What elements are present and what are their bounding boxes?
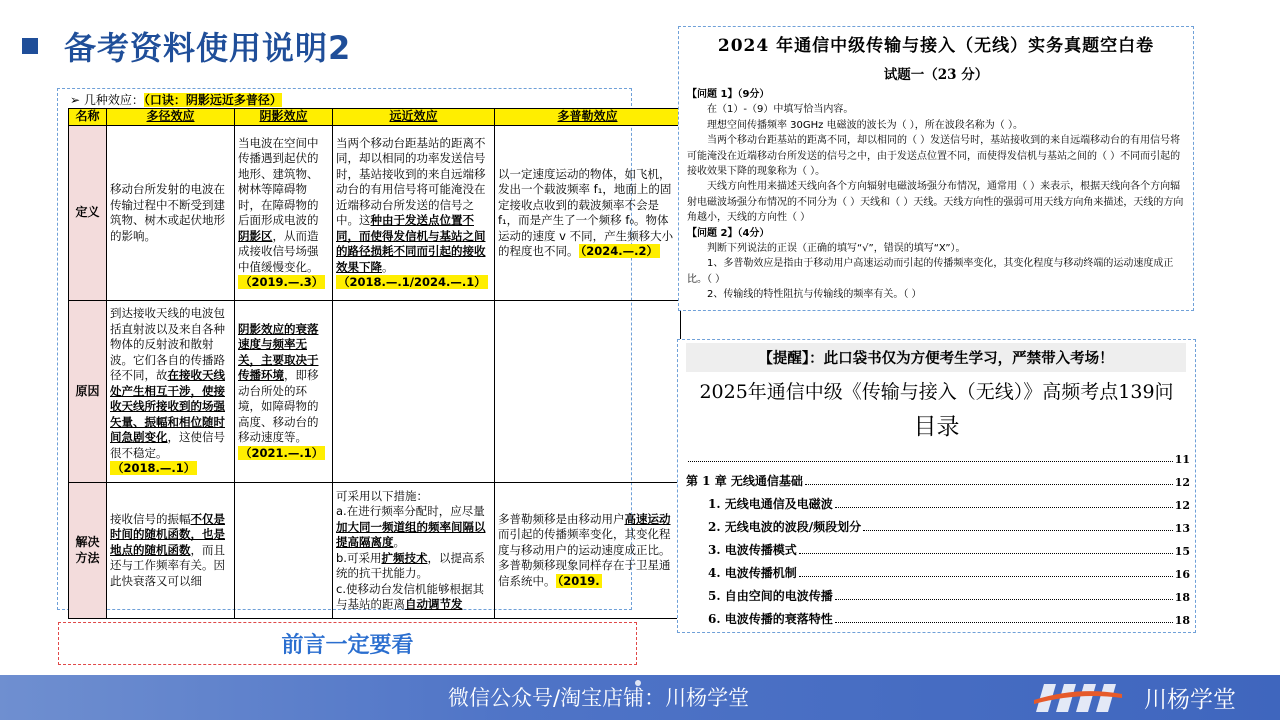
text-run: ，即移动台所处的环境，如障碍物的高度、移动台的移动速度等。: [238, 368, 319, 445]
text-run: 多普勒频移是由移动用户: [498, 511, 625, 526]
toc-entry-label: 1. 无线电通信及电磁波: [708, 497, 833, 511]
text-run: 。: [393, 535, 405, 549]
cell-cause-multipath: [107, 301, 235, 483]
toc-entry-label: 3. 电波传播模式: [708, 543, 797, 557]
effects-heading: [70, 93, 282, 107]
row-label-cause: 原因: [69, 301, 107, 483]
book-title: 2025年通信中级《传输与接入（无线）》高频考点139问: [699, 381, 1174, 403]
text-run: 当两个移动台距基站的距离不同，却以相同的功率发送信号时，基站接收到的来自远端移动台的有用信号将可能淹没在近端移动台所发送的信号之中。这: [336, 135, 486, 227]
cell-solution-shadow: [235, 483, 333, 619]
cell-text: [238, 136, 329, 291]
toc-entry[interactable]: [686, 558, 1190, 581]
key-term: 自动调节发: [405, 597, 463, 611]
table-row-cause: [69, 301, 681, 483]
col-header-nearfar: 远近效应: [333, 109, 495, 126]
toc-entry-page: 11: [1174, 453, 1190, 466]
text-run: 可采用以下措施：: [336, 488, 428, 503]
toc-leader-dots: [799, 576, 1173, 577]
slide-title: 备考资料使用说明2: [64, 29, 352, 67]
exam-title: 2024 年通信中级传输与接入（无线）实务真题空白卷: [717, 36, 1155, 56]
toc-entry[interactable]: [686, 535, 1190, 558]
text-run: 而引起的传播频率变化，其变化程度与移动用户的运动速度成正比。多普勒频移现象同样存在于卫星通信系统中。: [498, 527, 671, 588]
text-run: 以一定速度运动的物体，如飞机，发出一个载波频率 f₁，地面上的固定接收点收到的载波频率不会是 f₁，而是产生了一个频移 f₀。物体运动的速度 v 不同，产生频移大小的程度也不同。: [498, 166, 674, 258]
cell-solution-doppler: [495, 483, 681, 619]
toc-entry-page: 15: [1174, 545, 1190, 558]
text-run: 到达接收天线的电波包括直射波以及来自各种物体的反射波和散射波。它们各自的传播路径不同，故: [110, 306, 225, 383]
col-header-doppler: 多普勒效应: [495, 109, 681, 126]
cell-text: [498, 512, 677, 590]
slide-handle-dot: [635, 680, 641, 686]
text-run: ，以提高系统的抗干扰能力。: [336, 550, 485, 580]
toc-leader-dots: [835, 507, 1173, 508]
exam-year-tag: （2018.—.1）: [112, 461, 196, 476]
toc-entry-label: 5. 自由空间的电波传播: [708, 589, 833, 603]
notes-image-panel[interactable]: [57, 88, 674, 611]
cell-cause-nearfar: [333, 301, 495, 483]
text-run: 。: [382, 259, 394, 274]
toc-entry-page: 18: [1174, 614, 1190, 627]
question-2-item: 1、多普勒效应是指由于移动用户高速运动而引起的传播频率变化，其变化程度与移动终端的运动速度成正比。（ ）: [687, 258, 1174, 285]
question-1-line: 当两个移动台距基站的距离不同，却以相同的（ ）发送信号时，基站接收到的来自远端移动台的有用信号将可能淹没在近端移动台所发送的信号之中，由于发送点位置不同，而使得发信机与基站之间的（ ）不同而引起的接收效果下降的现象称为（ ）。: [687, 135, 1181, 178]
brand-logo-icon: [1034, 680, 1122, 716]
cell-text: [336, 136, 491, 291]
cell-text: 移动台所发射的电波在传输过程中不断受到建筑物、树木或起伏地形的影响。: [110, 182, 225, 243]
toc-leader-dots: [863, 530, 1173, 531]
col-header-name: 名称: [69, 109, 107, 126]
text-run: c.使移动台发信机能够根据其与基站的距离: [336, 581, 484, 611]
slide-title-group: [22, 26, 351, 66]
toc-entry[interactable]: [686, 581, 1190, 604]
toc-leader-dots: [835, 622, 1173, 623]
effects-heading-prefix: ➢ 几种效应：: [70, 93, 144, 107]
preface-banner-label: 前言一定要看: [281, 633, 414, 658]
cell-definition-doppler: [495, 126, 681, 301]
toc-entry-page: 16: [1174, 568, 1190, 581]
cell-text: [336, 489, 491, 613]
key-term: 在接收天线处产生相互干涉，使接收天线所接收到的场强矢量、振幅和相位随时间急剧变化: [110, 368, 225, 445]
cell-definition-multipath: [107, 126, 235, 301]
text-run: 当电波在空间中传播遇到起伏的地形、建筑物、树林等障碍物时，在障碍物的后面形成电波的: [238, 135, 319, 227]
key-term: 不仅是时间的随机函数，也是地点的随机函数: [110, 511, 225, 557]
toc-entry-page: 12: [1174, 476, 1190, 489]
cell-cause-doppler: [495, 301, 681, 483]
toc-entry[interactable]: [686, 512, 1190, 535]
footer-brand: 川杨学堂: [1144, 687, 1236, 713]
exam-body: [687, 87, 1187, 303]
effects-mnemonic: （口诀：阴影远近多普径）: [143, 93, 282, 107]
question-2-item: 2、传输线的特性阻抗与传输线的频率有关。（ ）: [707, 289, 922, 301]
key-term: 扩频技术: [381, 550, 428, 565]
cell-text: [498, 167, 677, 260]
cell-solution-nearfar: [333, 483, 495, 619]
exam-year-tag: （2024.—.2）: [580, 244, 658, 258]
table-row-solution: [69, 483, 681, 619]
reminder-bar: 【提醒】：此口袋书仅为方便考生学习，严禁带入考场！: [686, 343, 1186, 372]
toc-entry-page: 12: [1174, 499, 1190, 512]
effects-table: [68, 108, 681, 619]
col-header-shadow: 阴影效应: [235, 109, 333, 126]
cell-solution-multipath: [107, 483, 235, 619]
toc-leader-dots: [799, 553, 1173, 554]
text-run: 接收信号的振幅: [110, 511, 191, 526]
text-run: ，而且还与工作频率有关。因此快衰落又可以细: [110, 542, 225, 588]
key-term: 阴影区: [238, 228, 273, 243]
exam-year-tag: （2019.—.3）: [240, 275, 324, 289]
table-row-definition: [69, 126, 681, 301]
question-2-heading: 【问题 2】（4分）: [687, 227, 770, 239]
question-2-intro: 判断下列说法的正误（正确的填写“√”，错误的填写“X”）。: [707, 243, 966, 255]
preface-banner[interactable]: [58, 622, 637, 665]
cell-text: [238, 322, 329, 462]
row-label-solution: 解决方法: [69, 483, 107, 619]
footer-contact: 微信公众号/淘宝店铺：川杨学堂: [448, 686, 750, 710]
toc-entry[interactable]: [686, 443, 1190, 466]
cell-text: [110, 512, 231, 590]
toc-heading: 目录: [913, 414, 960, 440]
title-bullet-square: [22, 38, 38, 54]
toc-leader-dots: [805, 484, 1173, 485]
toc-entry-label: 第 1 章 无线通信基础: [686, 474, 803, 488]
key-term: 阴影效应的衰落速度与频率无关，主要取决于传播环境: [238, 321, 319, 383]
question-1-intro: 在（1）-（9）中填写恰当内容。: [707, 104, 854, 116]
exam-year-tag: （2021.—.1）: [240, 445, 324, 460]
cell-definition-shadow: [235, 126, 333, 301]
exam-paper-image-panel[interactable]: [678, 26, 1194, 311]
exam-subtitle: 试题一（23 分）: [883, 67, 989, 83]
question-1-heading: 【问题 1】（9分）: [687, 89, 770, 100]
table-header-row: [69, 109, 681, 126]
question-1-line: 理想空间传播频率 30GHz 电磁波的波长为（ ），所在波段名称为（ ）。: [707, 119, 1023, 131]
exam-year-tag: （2018.—.1/2024.—.1）: [338, 275, 486, 289]
toc-entry-label: 6. 电波传播的衰落特性: [708, 612, 833, 626]
key-term: 种由于发送点位置不同，而使得发信机与基站之间的路径损耗不同而引起的接收效果下降: [336, 213, 486, 274]
cell-text: [110, 306, 231, 477]
cell-cause-shadow: [235, 301, 333, 483]
toc-leader-dots: [688, 461, 1173, 462]
text-run: ，这使信号很不稳定。: [110, 430, 225, 460]
col-header-multipath: 多径效应: [107, 109, 235, 126]
exam-year-tag: （2019.: [557, 573, 600, 588]
question-1-line: 天线方向性用来描述天线向各个方向辐射电磁波场强分布情况，通常用（ ）来表示，根据天线向各个方向辐射电磁波场强分布情况的不同分为（ ）天线和（ ）天线。天线方向性的强弱可用天线方向角来描述，天线的方向角越小，天线的方向性（ ）: [687, 181, 1184, 224]
toc-entry[interactable]: [686, 466, 1190, 489]
toc-list: [686, 443, 1190, 627]
toc-entry[interactable]: [686, 489, 1190, 512]
key-term: 高速运动: [624, 511, 671, 526]
key-term: 加大同一频道组的频率间隔以提高隔离度: [336, 519, 486, 549]
toc-entry-page: 13: [1174, 522, 1190, 535]
row-label-definition: 定义: [69, 126, 107, 301]
text-run: ，从而造成接收信号场强中值缓慢变化。: [238, 228, 319, 274]
toc-entry[interactable]: [686, 604, 1190, 627]
toc-entry-page: 18: [1174, 591, 1190, 604]
text-run: a.在进行频率分配时，应尽量: [336, 504, 485, 518]
toc-entry-label: 4. 电波传播机制: [708, 566, 797, 580]
toc-entry-label: 2. 无线电波的波段/频段划分: [708, 520, 862, 534]
toc-leader-dots: [835, 599, 1173, 600]
toc-image-panel[interactable]: [677, 339, 1196, 633]
cell-definition-nearfar: [333, 126, 495, 301]
text-run: b.可采用: [336, 550, 382, 565]
